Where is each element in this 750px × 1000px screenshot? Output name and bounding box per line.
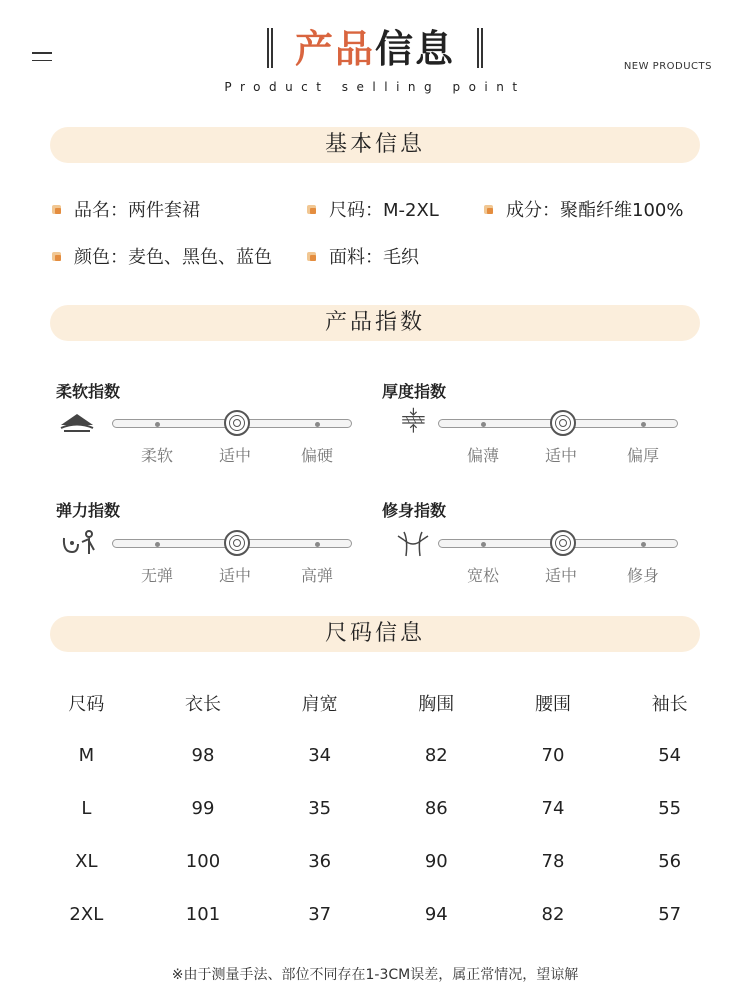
table-cell: 56 <box>658 851 682 872</box>
gauge-label: 偏薄 <box>466 446 499 465</box>
gauge-title-fit: 修身指数 <box>382 501 447 520</box>
table-cell: M <box>78 745 95 766</box>
table-cell: 74 <box>541 798 565 819</box>
table-header-cell: 胸围 <box>418 693 455 715</box>
table-cell: 37 <box>308 904 332 925</box>
section-product-index: 产品指数 <box>50 305 700 341</box>
table-cell: 94 <box>424 904 448 925</box>
table-cell: 36 <box>308 851 332 872</box>
table-cell: L <box>81 798 92 819</box>
gauge-title-softness: 柔软指数 <box>56 382 121 401</box>
gauge-dot <box>481 542 486 547</box>
table-header-cell: 肩宽 <box>301 693 338 715</box>
gauge-label: 适中 <box>218 566 251 585</box>
table-cell: 99 <box>191 798 215 819</box>
table-row <box>28 888 728 941</box>
table-cell: 82 <box>424 745 448 766</box>
new-products-tag: NEW PRODUCTS <box>623 61 712 72</box>
table-cell: 70 <box>541 745 565 766</box>
table-row <box>28 729 728 782</box>
title-divider-icon <box>477 28 483 68</box>
gauge-label: 适中 <box>544 446 577 465</box>
stretch-figure-icon <box>60 528 98 560</box>
table-cell: 35 <box>308 798 332 819</box>
thickness-slider-knob[interactable] <box>550 410 576 436</box>
size-table <box>28 676 728 941</box>
gauge-label: 宽松 <box>466 566 499 585</box>
measurement-note: ※由于测量手法、部位不同存在1-3CM误差，属正常情况，望谅解 <box>171 967 579 983</box>
gauge-title-elasticity: 弹力指数 <box>56 501 121 520</box>
gauge-dot <box>481 422 486 427</box>
info-item-size: 尺码：M-2XL <box>307 199 439 223</box>
gauge-dot <box>315 542 320 547</box>
table-header-cell: 衣长 <box>184 693 221 715</box>
shoe-sole-icon <box>58 409 96 441</box>
bullet-icon <box>52 252 61 261</box>
gauge-label: 适中 <box>544 566 577 585</box>
table-cell: 86 <box>424 798 448 819</box>
gauge-dot <box>315 422 320 427</box>
gauge-label: 柔软 <box>140 446 173 465</box>
table-cell: 82 <box>541 904 565 925</box>
gauge-dot <box>155 542 160 547</box>
thickness-arrows-icon <box>396 407 434 439</box>
table-cell: XL <box>75 851 98 872</box>
body-fit-icon <box>394 528 432 560</box>
table-cell: 90 <box>424 851 448 872</box>
bullet-icon <box>484 205 493 214</box>
section-size-info: 尺码信息 <box>50 616 700 652</box>
gauge-dot <box>641 422 646 427</box>
table-cell: 55 <box>658 798 682 819</box>
table-cell: 98 <box>191 745 215 766</box>
bullet-icon <box>52 205 61 214</box>
table-cell: 78 <box>541 851 565 872</box>
gauge-label: 无弹 <box>140 566 173 585</box>
info-item-color: 颜色：麦色、黑色、蓝色 <box>52 246 272 270</box>
table-cell: 54 <box>658 745 682 766</box>
bullet-icon <box>307 252 316 261</box>
info-item-name: 品名：两件套裙 <box>52 199 200 223</box>
page-title: 产品信息 <box>0 22 750 76</box>
softness-slider-knob[interactable] <box>224 410 250 436</box>
page-subtitle: Product selling point <box>224 80 526 94</box>
gauge-dot <box>155 422 160 427</box>
gauge-dot <box>641 542 646 547</box>
fit-slider-knob[interactable] <box>550 530 576 556</box>
info-item-fabric: 面料：毛织 <box>307 246 419 270</box>
table-row <box>28 782 728 835</box>
table-header-cell: 腰围 <box>534 693 571 715</box>
table-header-cell: 袖长 <box>651 693 688 715</box>
table-cell: 100 <box>185 851 221 872</box>
gauge-label: 修身 <box>626 566 659 585</box>
gauge-label: 偏厚 <box>626 446 659 465</box>
gauge-label: 高弹 <box>300 566 333 585</box>
title-divider-icon <box>267 28 273 68</box>
info-item-material: 成分：聚酯纤维100% <box>484 199 683 223</box>
gauge-title-thickness: 厚度指数 <box>382 382 447 401</box>
table-cell: 34 <box>308 745 332 766</box>
table-header-cell: 尺码 <box>68 693 105 715</box>
gauge-label: 适中 <box>218 446 251 465</box>
bullet-icon <box>307 205 316 214</box>
table-row <box>28 835 728 888</box>
gauge-label: 偏硬 <box>300 446 333 465</box>
elasticity-slider-knob[interactable] <box>224 530 250 556</box>
section-basic-info: 基本信息 <box>50 127 700 163</box>
table-cell: 2XL <box>69 904 104 925</box>
table-cell: 57 <box>658 904 682 925</box>
table-cell: 101 <box>185 904 221 925</box>
table-header-row <box>28 676 728 729</box>
